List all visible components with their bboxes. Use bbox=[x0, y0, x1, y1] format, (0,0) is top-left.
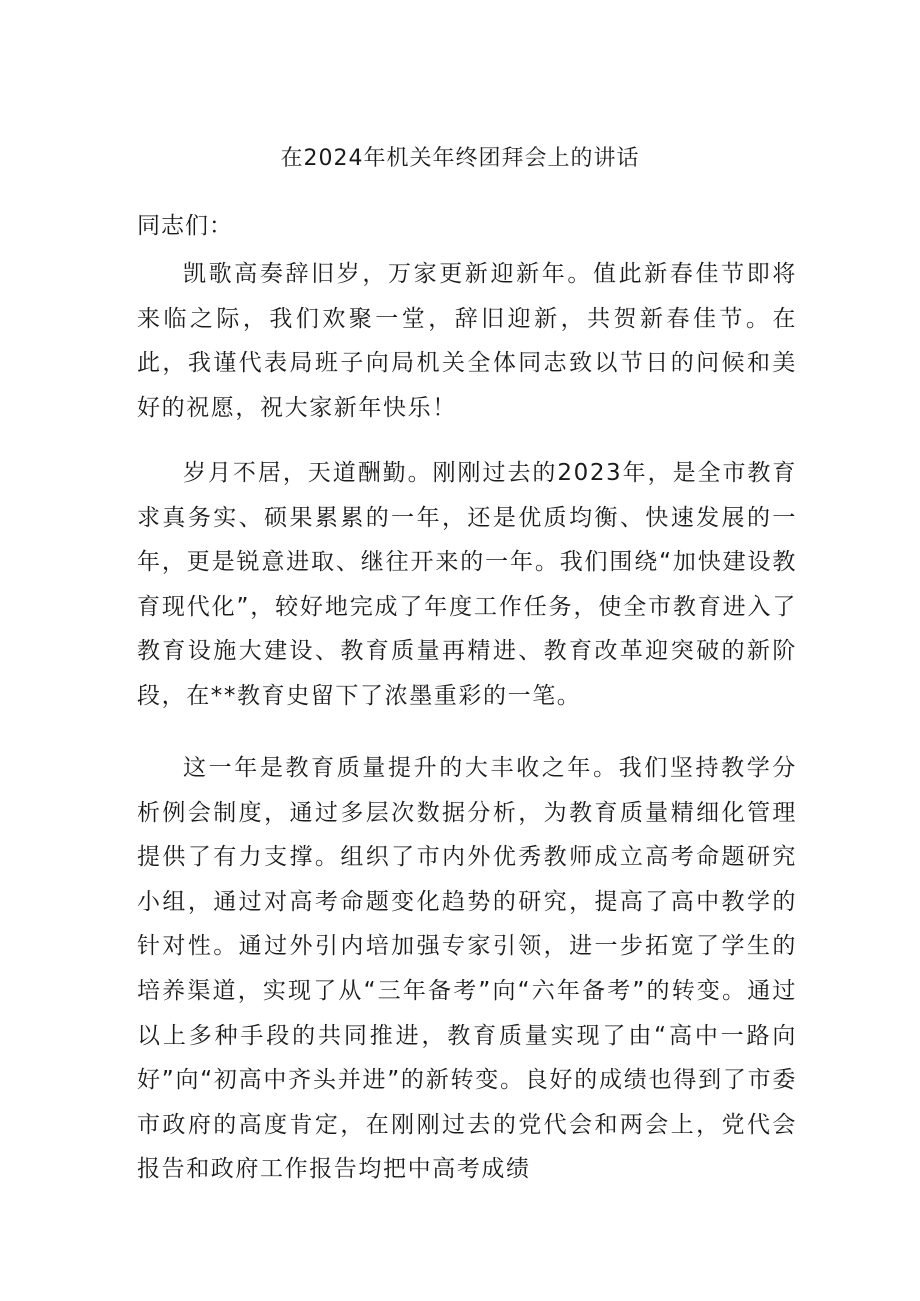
paragraph-1-block bbox=[137, 252, 797, 430]
paragraph-3-block bbox=[137, 746, 797, 1192]
document-title: 在2024年机关年终团拜会上的讲话 bbox=[280, 146, 640, 171]
paragraph: 凯歌高奏辞旧岁，万家更新迎新年。值此新春佳节即将来临之际，我们欢聚一堂，辞旧迎新，共贺新春佳节。在此，我谨代表局班子向局机关全体同志致以节日的问候和美好的祝愿，祝大家新年快乐！ bbox=[137, 261, 797, 421]
paragraph-2-block bbox=[137, 451, 797, 719]
paragraph: 这一年是教育质量提升的大丰收之年。我们坚持教学分析例会制度，通过多层次数据分析，为教育质量精细化管理提供了有力支撑。组织了市内外优秀教师成立高考命题研究小组，通过对高考命题变化趋势的研究，提高了高中教学的针对性。通过外引内培加强专家引领，进一步拓宽了学生的培养渠道，实现了从“三年备考”向“六年备考”的转变。通过以上多种手段的共同推进，教育质量实现了由“高中一路向好”向“初高中齐头并进”的新转变。良好的成绩也得到了市委市政府的高度肯定，在刚刚过去的党代会和两会上，党代会报告和政府工作报告均把中高考成绩 bbox=[137, 755, 797, 1183]
salutation: 同志们： bbox=[137, 213, 233, 239]
paragraph: 岁月不居，天道酬勤。刚刚过去的2023年，是全市教育求真务实、硕果累累的一年，还是优质均衡、快速发展的一年，更是锐意进取、继往开来的一年。我们围绕“加快建设教育现代化”，较好地完成了年度工作任务，使全市教育进入了教育设施大建设、教育质量再精进、教育改革迎突破的新阶段，在**教育史留下了浓墨重彩的一笔。 bbox=[137, 460, 797, 709]
